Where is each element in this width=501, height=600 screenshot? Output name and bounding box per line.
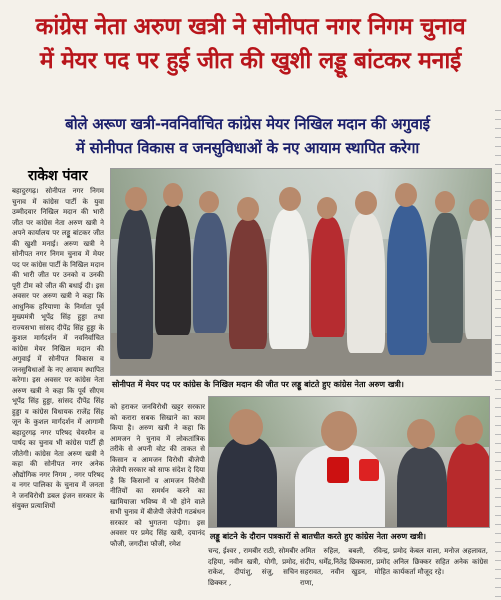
byline: राकेश पंवार <box>28 168 88 184</box>
article-text: चन्द, ईश्वर , रामबीर राठी, सोमबीर दहिया, नवीन खत्री, योगी, प्रमोद, राकेश, दीपांशु, संजु, सचिन छिक्कर , <box>208 547 298 587</box>
article-text: प्रमोद केबल वाला, मनोज अहलावत, अनिल छिक्कर सहित अनेक कांग्रेस कार्यकर्ता मौजूद रहे। <box>393 547 488 576</box>
subheadline-line-1: बोले अरूण खत्री-नवनिर्वाचित कांग्रेस मेयर निखिल मदान की अगुवाई <box>65 115 430 133</box>
article-column-2 <box>110 402 205 594</box>
article-text: अमित रुहिल, बबली, रविन्द्र, संदीप, धर्मेंद्र,नितेंद्र छिक्कारा, प्रमोद सहरावत, नवीन खुडन, मोहित राणा, <box>300 547 390 587</box>
article-column-4 <box>300 546 390 594</box>
microphone-icon <box>359 459 379 481</box>
subheadline <box>0 112 495 160</box>
headline-line-1: कांग्रेस नेता अरुण खत्री ने सोनीपत नगर निगम चुनाव <box>35 14 466 40</box>
headline-line-2: में मेयर पद पर हुई जीत की खुशी लड्डू बांटकर मनाई <box>39 48 462 74</box>
article-text: को हराकर जनविरोधी खट्टर सरकार को करारा सबक सिखाने का काम किया है। अरुण खत्री ने कहा कि आमजन ने चुनाव में लोकतांत्रिक तरीके से अपनी वोट की ताकत से किसान व आमजन विरोधी बीजेपी जेजेपी सरकार को साफ संदेश दे दिया है कि किसानों व आमजन विरोधी नीतियों का समर्थन करने का खामियाजा भविष्य में भी होने वाले सभी चुनाव में बीजेपी जेजेपी गठबंधन सरकार को भुगतना पड़ेगा। इस अवसर पर प्रमेद सिंह खत्री, दयानंद फौजी, जगदीश फौजी, रमेश <box>110 403 205 548</box>
headline <box>0 0 501 96</box>
article-column-5 <box>393 546 488 594</box>
photo-caption-1: सोनीपत में मेयर पद पर कांग्रेस के निखिल मदान की जीत पर लड्डू बांटते हुए कांग्रेस नेता अरुण खत्री। <box>112 380 404 389</box>
adjacent-column-edge <box>495 110 501 600</box>
subheadline-line-2: में सोनीपत विकास व जनसुविधाओं के नए आयाम स्थापित करेगा <box>75 139 420 157</box>
article-column-3 <box>208 546 298 594</box>
microphone-icon <box>327 457 349 483</box>
interview-photo <box>208 396 490 528</box>
article-column-1 <box>12 186 104 594</box>
group-photo <box>110 168 492 376</box>
article-text: बहादुरगढ़। सोनीपत नगर निगम चुनाव में कांग्रेस पार्टी के युवा उम्मीदवार निखिल मदान की भारी जीत पर कांग्रेस नेता अरुण खत्री ने अपने कार्यालय पर लड्डू बांटकर जीत की खुशी मनाई। अरुण खत्री ने सोनीपत नगर निगम चुनाव में मेयर पद पर कांग्रेस पार्टी के निखिल मदान की भारी जीत पर उनको व उनकी पूरी टीम को जीत की बधाई दी। इस अवसर पर अरुण खत्री ने कहा कि आधुनिक हरियाणा के निर्माता पूर्व मुख्यमंत्री भूपेंद्र सिंह हुड्डा तथा राज्यसभा सांसद दीपेंद्र सिंह हुड्डा के कुशल मार्गदर्शन में नवनिर्वाचित कांग्रेस मेयर निखिल मदान की अगुवाई में सोनीपत विकास व जनसुविधाओं के नए आयाम स्थापित करेगा। इस अवसर पर कांग्रेस नेता अरुण खत्री ने कहा कि पूर्व सीएम भूपेंद्र सिंह हुड्डा, सांसद दीपेंद्र सिंह हुड्डा व कांग्रेस विधायक राजेंद्र सिंह जून के कुशल मार्गदर्शन में आगामी बहादुरगढ़ नगर परिषद चेयरमैन व पार्षद का चुनाव भी कांग्रेस पार्टी ही जीतेगी। कांग्रेस नेता अरुण खत्री ने कहा की सोनीपत नगर अनेक औद्योगिक नगर निगम , नगर परिषद व नगर पालिका के चुनाव में जनता ने जनविरोधी डबल इंजन सरकार के संयुक्त प्रत्याशियों <box>12 187 104 510</box>
photo-caption-2: लड्डू बांटने के दौरान पत्रकारों से बातचीत करते हुए कांग्रेस नेता अरुण खत्री। <box>210 532 426 541</box>
